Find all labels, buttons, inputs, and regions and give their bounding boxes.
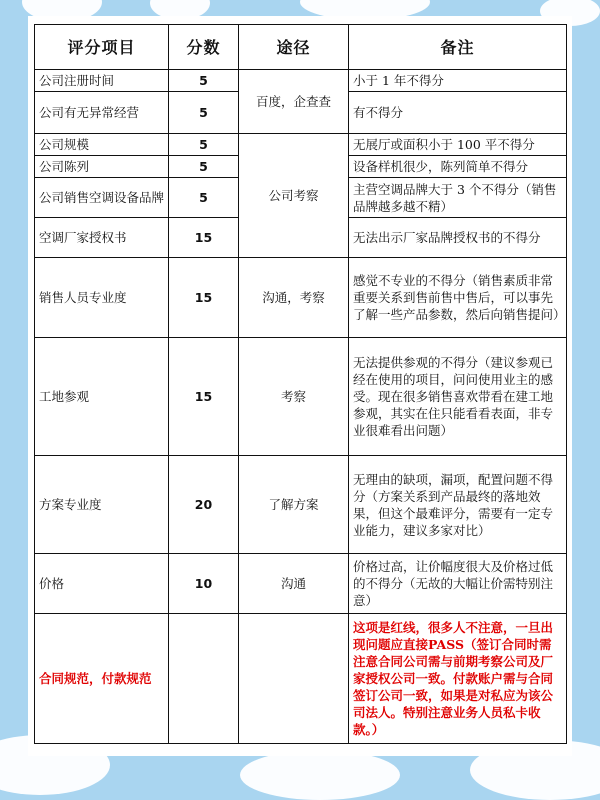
row-item: 工地参观 xyxy=(35,338,169,456)
row-score: 5 xyxy=(169,92,239,134)
document-sheet xyxy=(28,16,572,756)
header-score: 分数 xyxy=(169,25,239,70)
row-item: 公司陈列 xyxy=(35,156,169,178)
table-row xyxy=(35,554,567,614)
row-path xyxy=(239,614,349,744)
row-item: 方案专业度 xyxy=(35,456,169,554)
row-path: 公司考察 xyxy=(239,134,349,258)
scoring-table xyxy=(34,24,567,744)
header-note: 备注 xyxy=(349,25,567,70)
row-score: 15 xyxy=(169,218,239,258)
row-score: 5 xyxy=(169,178,239,218)
table-header-row xyxy=(35,25,567,70)
table-row xyxy=(35,456,567,554)
row-note: 无展厅或面积小于 100 平不得分 xyxy=(349,134,567,156)
row-note: 感觉不专业的不得分（销售素质非常重要关系到售前售中售后，可以事先了解一些产品参数，然后向销售提问） xyxy=(349,258,567,338)
row-path: 百度，企查查 xyxy=(239,70,349,134)
row-score: 5 xyxy=(169,70,239,92)
row-item: 公司注册时间 xyxy=(35,70,169,92)
table-row xyxy=(35,134,567,156)
row-note: 设备样机很少，陈列简单不得分 xyxy=(349,156,567,178)
row-score: 5 xyxy=(169,134,239,156)
row-note: 主营空调品牌大于 3 个不得分（销售品牌越多越不精） xyxy=(349,178,567,218)
row-note: 价格过高，让价幅度很大及价格过低的不得分（无故的大幅让价需特别注意） xyxy=(349,554,567,614)
row-item: 销售人员专业度 xyxy=(35,258,169,338)
header-path: 途径 xyxy=(239,25,349,70)
row-note: 无理由的缺项，漏项，配置问题不得分（方案关系到产品最终的落地效果，但这个最难评分，需要有一定专业能力，建议多家对比） xyxy=(349,456,567,554)
row-score xyxy=(169,614,239,744)
row-note: 无法提供参观的不得分（建议参观已经在使用的项目，问问使用业主的感受。现在很多销售喜欢带看在建工地参观，其实在住只能看看表面，非专业很难看出问题） xyxy=(349,338,567,456)
row-score: 15 xyxy=(169,338,239,456)
row-note: 这项是红线，很多人不注意，一旦出现问题应直接PASS（签订合同时需注意合同公司需与前期考察公司及厂家授权公司一致。付款账户需与合同签订公司一致，如果是对私应为该公司法人。特别注意业务人员私卡收款。） xyxy=(349,614,567,744)
row-score: 20 xyxy=(169,456,239,554)
table-row xyxy=(35,614,567,744)
cloud-bottom-mid xyxy=(240,750,400,800)
row-note: 无法出示厂家品牌授权书的不得分 xyxy=(349,218,567,258)
row-score: 15 xyxy=(169,258,239,338)
row-item: 价格 xyxy=(35,554,169,614)
row-score: 5 xyxy=(169,156,239,178)
row-path: 沟通 xyxy=(239,554,349,614)
row-item: 公司有无异常经营 xyxy=(35,92,169,134)
table-row xyxy=(35,338,567,456)
row-note: 有不得分 xyxy=(349,92,567,134)
table-row xyxy=(35,70,567,92)
row-item: 公司规模 xyxy=(35,134,169,156)
row-path: 考察 xyxy=(239,338,349,456)
row-item: 空调厂家授权书 xyxy=(35,218,169,258)
row-item: 公司销售空调设备品牌 xyxy=(35,178,169,218)
row-score: 10 xyxy=(169,554,239,614)
row-item: 合同规范，付款规范 xyxy=(35,614,169,744)
row-path: 沟通，考察 xyxy=(239,258,349,338)
row-path: 了解方案 xyxy=(239,456,349,554)
header-item: 评分项目 xyxy=(35,25,169,70)
table-row xyxy=(35,258,567,338)
row-note: 小于 1 年不得分 xyxy=(349,70,567,92)
